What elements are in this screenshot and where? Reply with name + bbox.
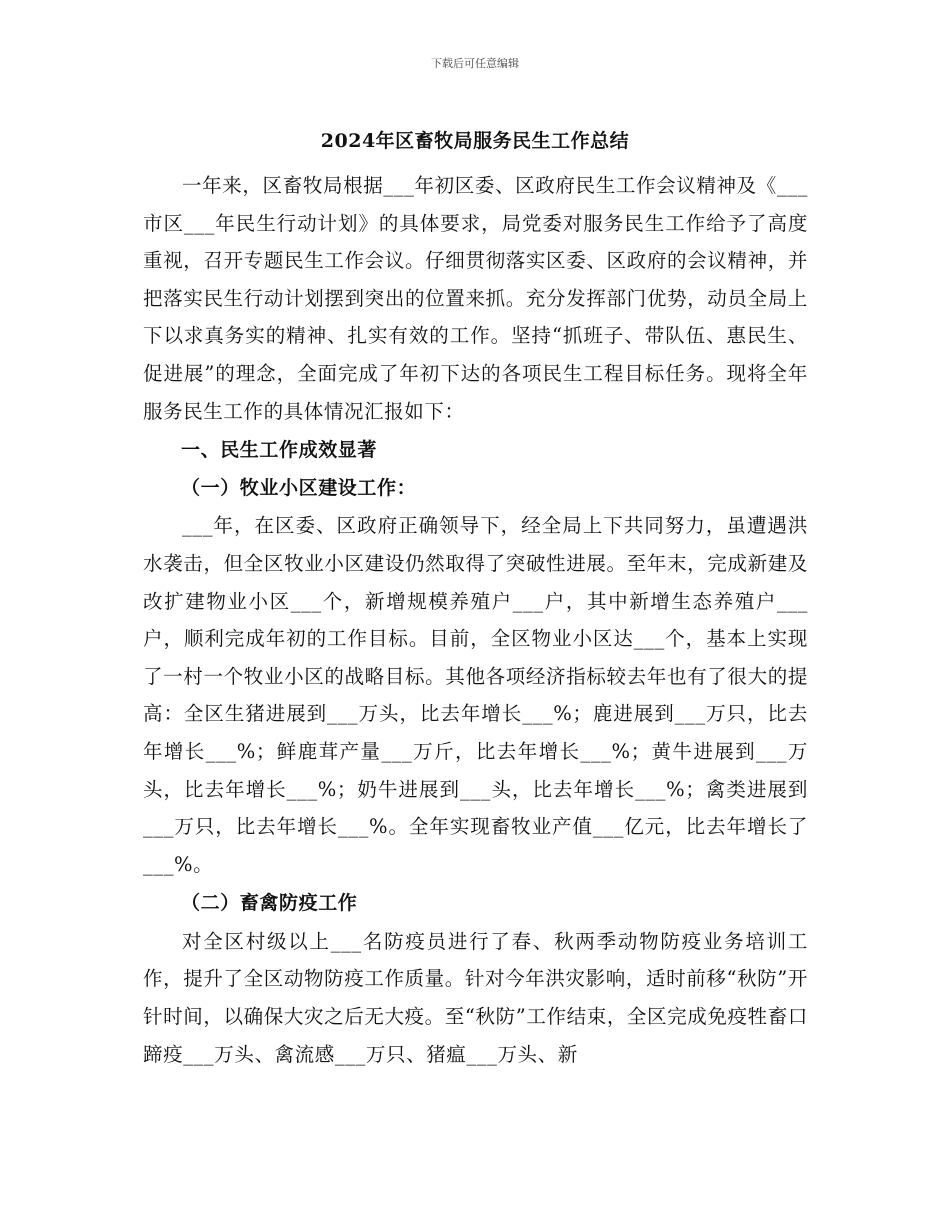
subsection-heading-1: （一）牧业小区建设工作： xyxy=(181,476,417,499)
document-title: 2024年区畜牧局服务民生工作总结 xyxy=(320,130,630,152)
subsection-heading-2: （二）畜禽防疫工作 xyxy=(181,892,358,915)
subsection-1-paragraph: ___年，在区委、区政府正确领导下，经全局上下共同努力，虽遭遇洪水袭击，但全区牧业小区建设仍然取得了突破性进展。至年末，完成新建及改扩建物业小区___个，新增规模养殖户___户，其中新增生态养殖户___户，顺利完成年初的工作目标。目前，全区物业小区达___个，基本上实现了一村一个牧业小区的战略目标。其他各项经济指标较去年也有了很大的提高：全区生猪进展到___万头，比去年增长___%；鹿进展到___万只，比去年增长___%；鲜鹿茸产量___万斤，比去年增长___%；黄牛进展到___万头，比去年增长___%；奶牛进展到___头，比去年增长___%；禽类进展到___万只，比去年增长___%。全年实现畜牧业产值___亿元，比去年增长了___%。 xyxy=(143,514,808,876)
document-body xyxy=(143,167,808,1073)
intro-paragraph: 一年来，区畜牧局根据___年初区委、区政府民生工作会议精神及《___市区___年民生行动计划》的具体要求，局党委对服务民生工作给予了高度重视，召开专题民生工作会议。仔细贯彻落实区委、区政府的会议精神，并把落实民生行动计划摆到突出的位置来抓。充分发挥部门优势，动员全局上下以求真务实的精神、扎实有效的工作。坚持“抓班子、带队伍、惠民生、促进展”的理念，全面完成了年初下达的各项民生工程目标任务。现将全年服务民生工作的具体情况汇报如下： xyxy=(143,174,808,423)
section-heading-1: 一、民生工作成效显著 xyxy=(181,439,378,462)
header-note: 下载后可任意编辑 xyxy=(431,57,519,70)
subsection-2-paragraph: 对全区村级以上___名防疫员进行了春、秋两季动物防疫业务培训工作，提升了全区动物防疫工作质量。针对今年洪灾影响，适时前移“秋防”开针时间，以确保大灾之后无大疫。至“秋防”工作结束，全区完成免疫牲畜口蹄疫___万头、禽流感___万只、猪瘟___万头、新 xyxy=(143,929,808,1066)
